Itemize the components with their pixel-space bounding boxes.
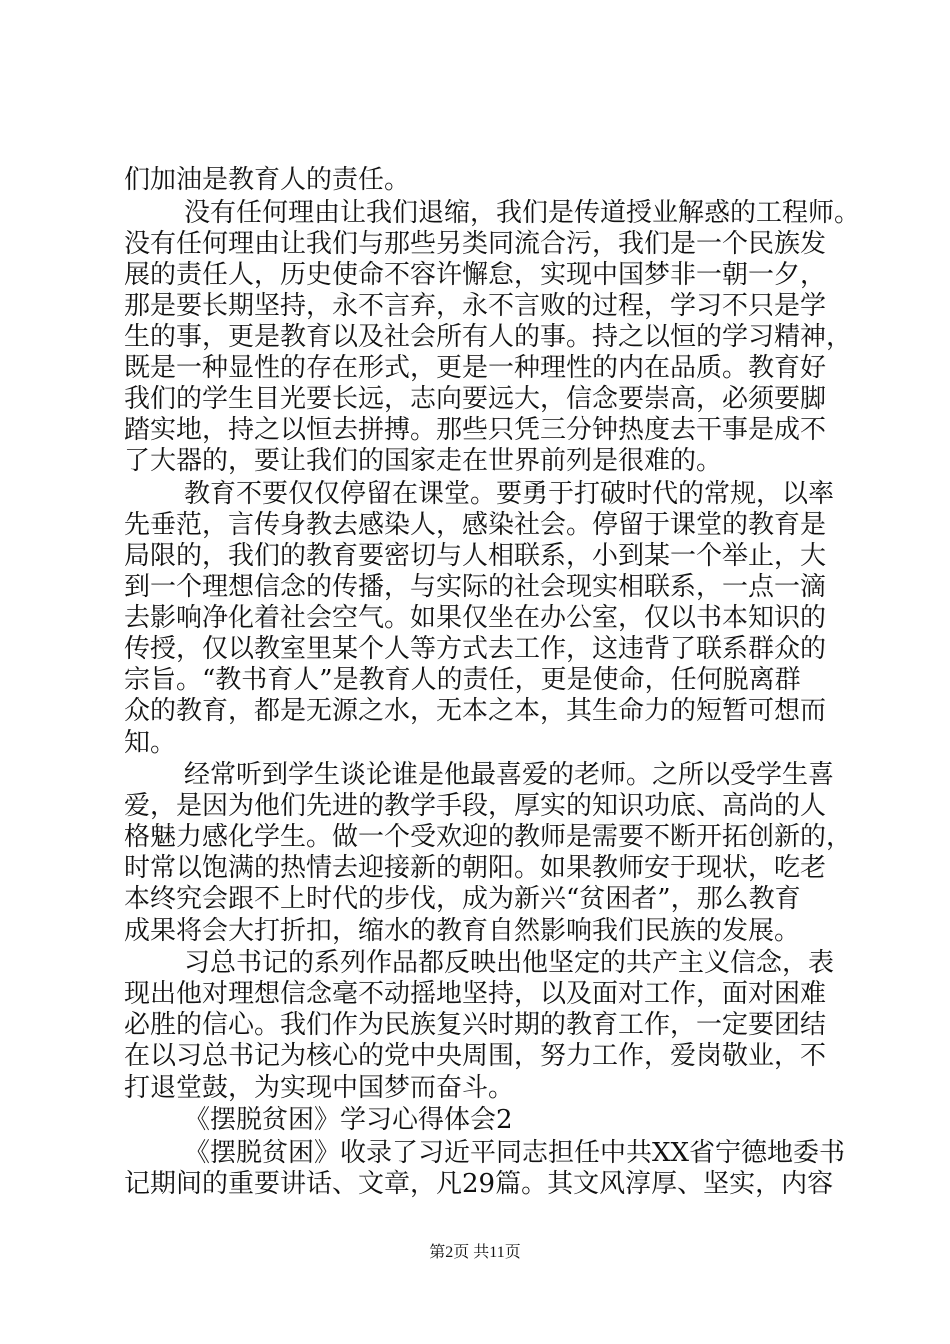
- text-line: 知。: [124, 727, 177, 758]
- text-line: 成果将会大打折扣，缩水的教育自然影响我们民族的发展。: [124, 915, 801, 946]
- text-line: 到一个理想信念的传播，与实际的社会现实相联系，一点一滴: [124, 572, 827, 603]
- text-line: 《摆脱贫困》学习心得体会2: [184, 1105, 513, 1136]
- text-line: 格魅力感化学生。做一个受欢迎的教师是需要不断开拓创新的，: [124, 822, 853, 853]
- text-line: 去影响净化着社会空气。如果仅坐在办公室，仅以书本知识的: [124, 603, 827, 634]
- text-line: 爱，是因为他们先进的教学手段，厚实的知识功底、高尚的人: [124, 791, 827, 822]
- text-line: 传授，仅以教室里某个人等方式去工作，这违背了联系群众的: [124, 634, 827, 665]
- text-line: 众的教育，都是无源之水，无本之本，其生命力的短暂可想而: [124, 696, 827, 727]
- text-line: 本终究会跟不上时代的步伐，成为新兴“贫困者”，那么教育: [124, 884, 801, 915]
- text-line: 必胜的信心。我们作为民族复兴时期的教育工作，一定要团结: [124, 1010, 827, 1041]
- text-line: 教育不要仅仅停留在课堂。要勇于打破时代的常规，以率: [184, 478, 835, 509]
- text-line: 打退堂鼓，为实现中国梦而奋斗。: [124, 1072, 515, 1103]
- text-line: 们加油是教育人的责任。: [124, 165, 411, 195]
- text-line: 局限的，我们的教育要密切与人相联系，小到某一个举止，大: [124, 541, 827, 572]
- text-line: 在以习总书记为核心的党中央周围，努力工作，爱岗敬业，不: [124, 1041, 827, 1072]
- text-line: 时常以饱满的热情去迎接新的朝阳。如果教师安于现状，吃老: [124, 853, 827, 884]
- text-line: 踏实地，持之以恒去拼搏。那些只凭三分钟热度去干事是成不: [124, 415, 827, 446]
- text-line: 《摆脱贫困》收录了习近平同志担任中共XX省宁德地委书: [184, 1137, 846, 1168]
- text-line: 没有任何理由让我们与那些另类同流合污，我们是一个民族发: [124, 228, 827, 259]
- text-line: 经常听到学生谈论谁是他最喜爱的老师。之所以受学生喜: [184, 760, 835, 791]
- text-line: 生的事，更是教育以及社会所有人的事。持之以恒的学习精神，: [124, 321, 853, 352]
- text-line: 宗旨。“教书育人”是教育人的责任，更是使命，任何脱离群: [124, 665, 801, 696]
- text-line: 习总书记的系列作品都反映出他坚定的共产主义信念，表: [184, 948, 835, 979]
- text-line: 现出他对理想信念毫不动摇地坚持，以及面对工作，面对困难: [124, 979, 827, 1010]
- text-line: 展的责任人，历史使命不容许懈怠，实现中国梦非一朝一夕，: [124, 259, 827, 290]
- text-line: 先垂范，言传身教去感染人，感染社会。停留于课堂的教育是: [124, 510, 827, 541]
- text-line: 那是要长期坚持，永不言弃，永不言败的过程，学习不只是学: [124, 290, 827, 321]
- text-line: 记期间的重要讲话、文章，凡29篇。其文风淳厚、坚实，内容: [124, 1169, 834, 1199]
- text-line: 了大器的，要让我们的国家走在世界前列是很难的。: [124, 446, 723, 477]
- page-number-footer: 第2页 共11页: [429, 1244, 521, 1261]
- text-line: 没有任何理由让我们退缩，我们是传道授业解惑的工程师。: [184, 197, 861, 228]
- text-line: 我们的学生目光要长远，志向要远大，信念要崇高，必须要脚: [124, 384, 827, 415]
- text-line: 既是一种显性的存在形式，更是一种理性的内在品质。教育好: [124, 353, 827, 384]
